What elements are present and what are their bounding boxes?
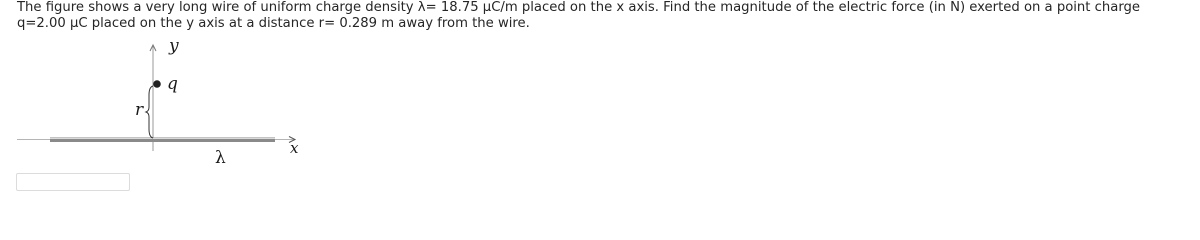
distance-label: r: [135, 100, 144, 120]
y-arrow-icon: [150, 45, 156, 51]
x-axis-label: x: [290, 139, 299, 157]
charge-label: q: [167, 74, 178, 94]
charged-wire: [50, 138, 275, 143]
y-axis-label: y: [169, 36, 179, 56]
point-charge: [153, 80, 161, 88]
distance-brace: [146, 86, 153, 138]
answer-input[interactable]: [16, 173, 130, 191]
density-label: λ: [215, 148, 226, 168]
x-arrow-icon: [289, 137, 295, 143]
question-text: The figure shows a very long wire of uniform charge density λ= 18.75 μC/m placed on the x axis. Find the magnitude of the electric force (in N) exerted on a point charge q=2.00 μC placed on the y axis at a distance r= 0.289 m away from the wire.: [17, 0, 1141, 31]
